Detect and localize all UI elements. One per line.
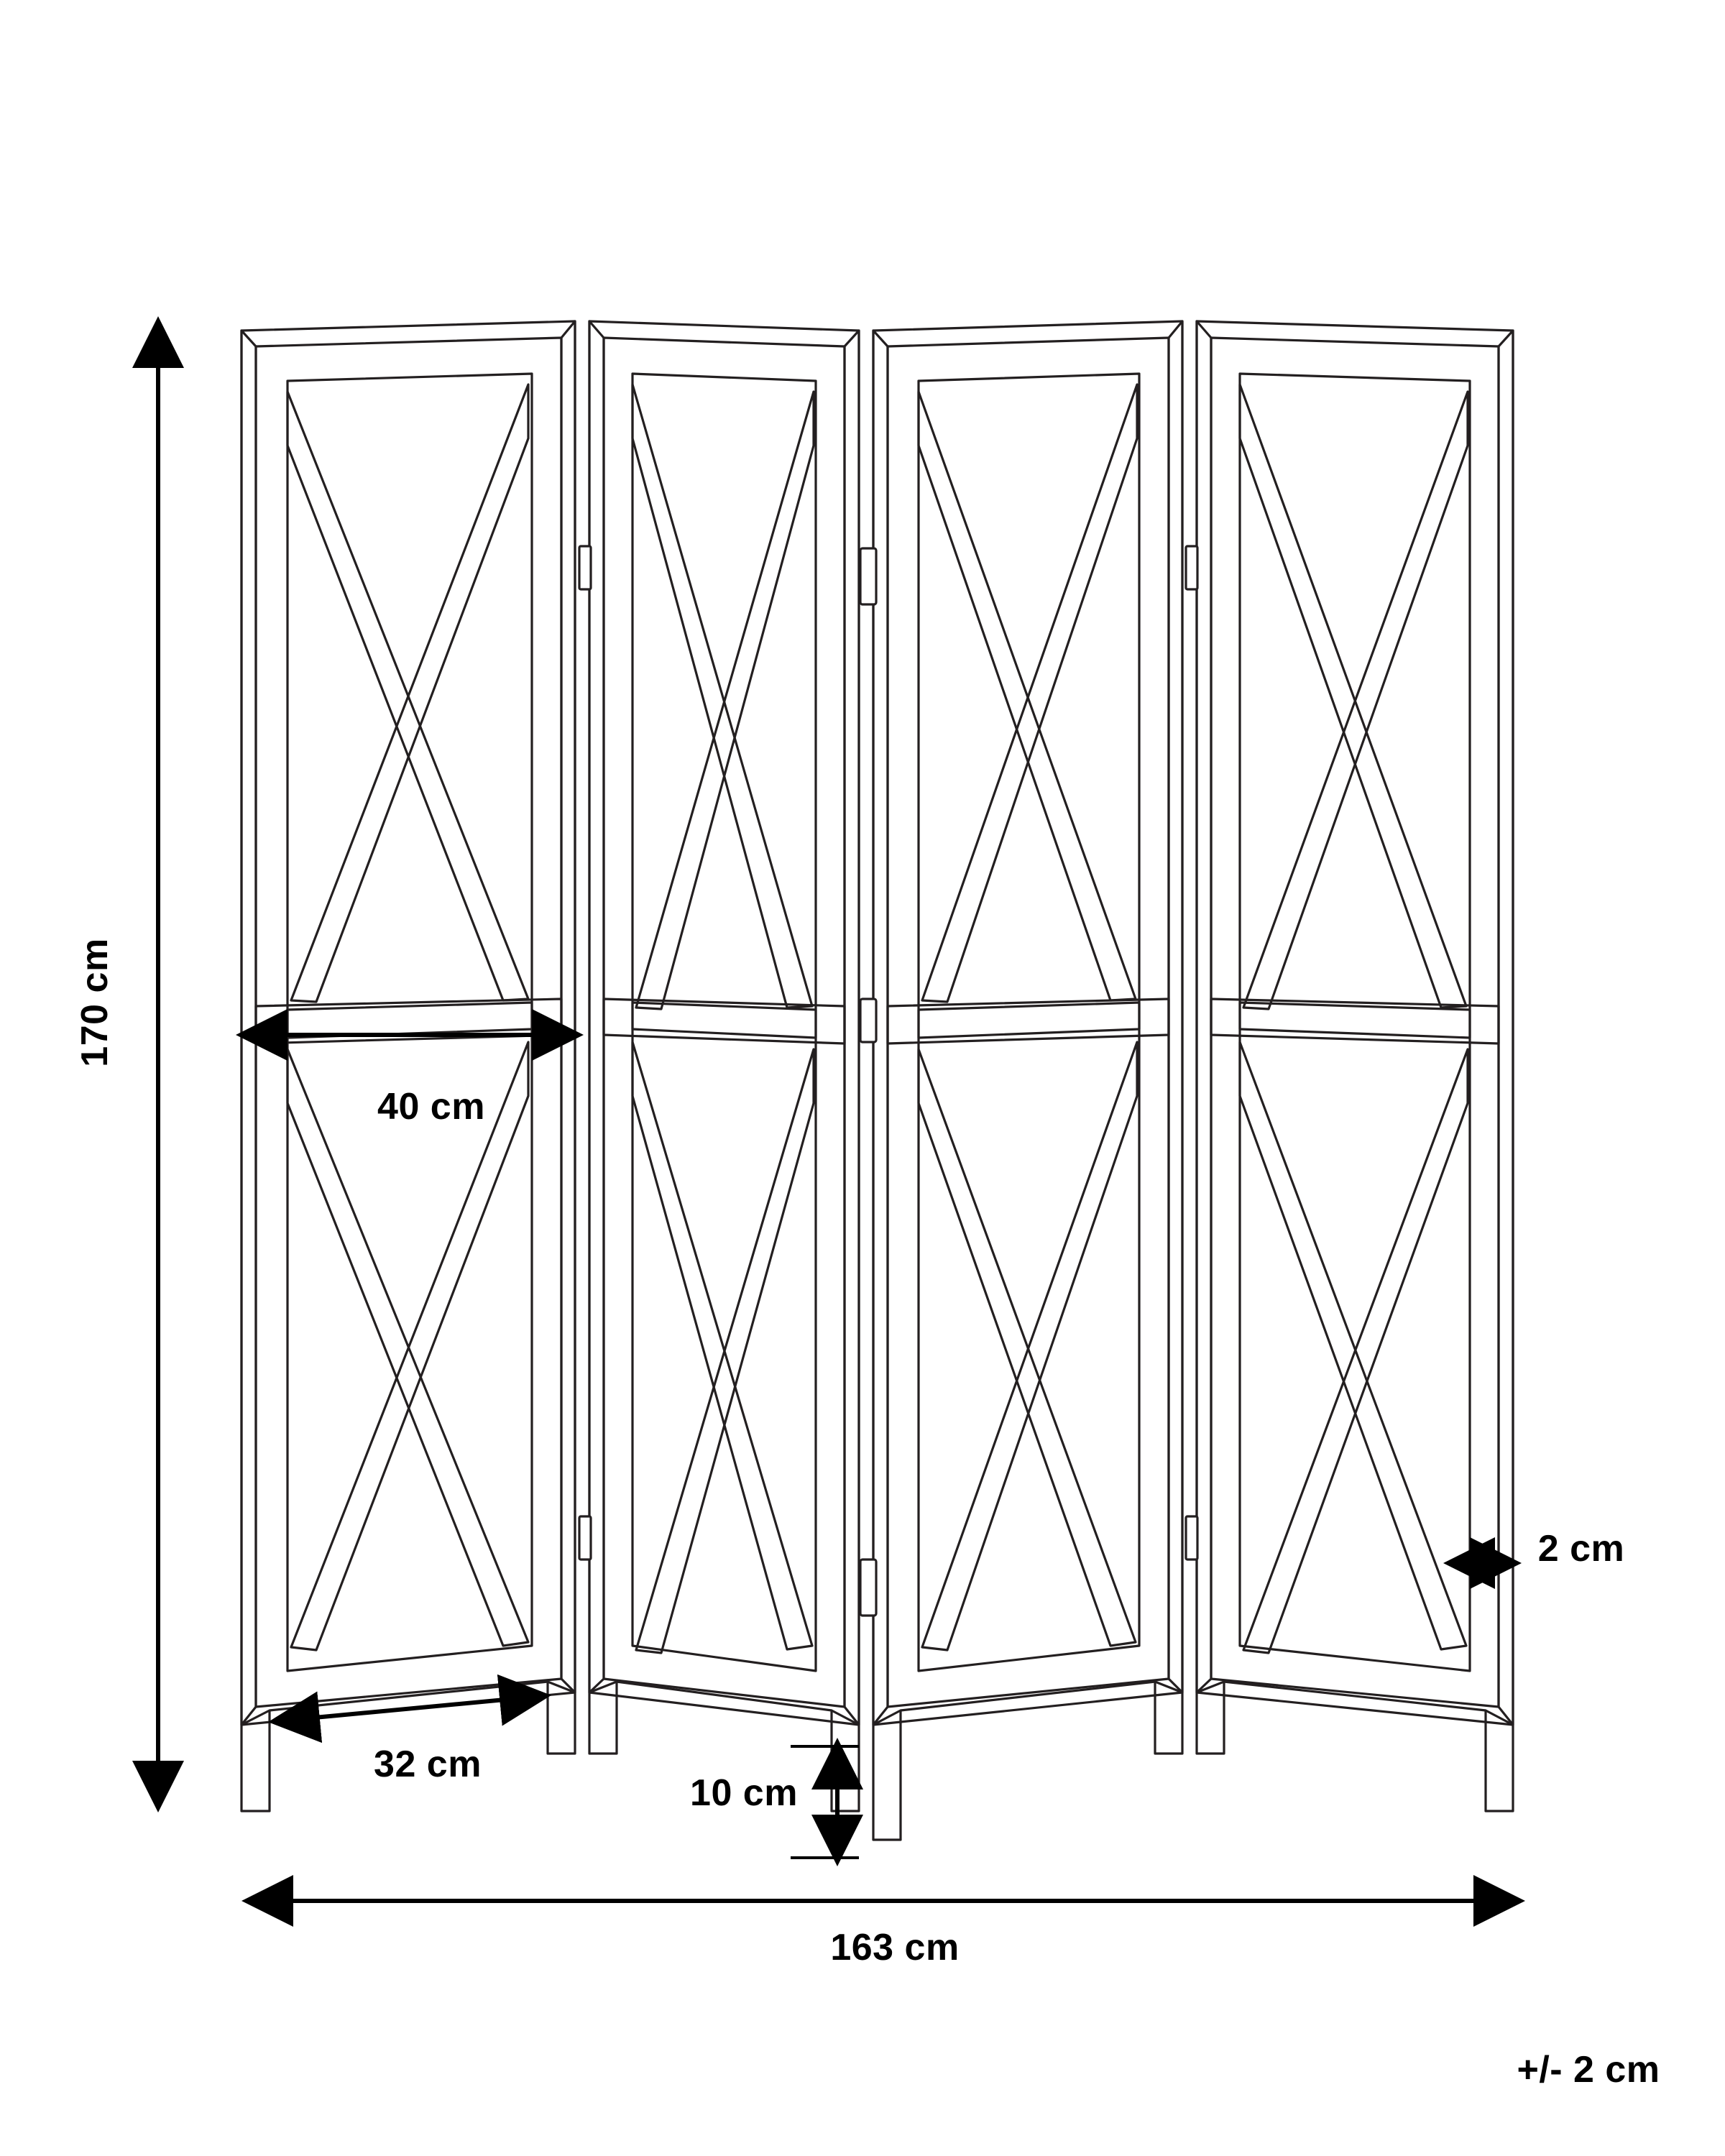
- hinge-2-mid: [860, 999, 876, 1042]
- dimension-label-foot-width: 32 cm: [374, 1743, 482, 1785]
- panel-3: [873, 321, 1182, 1840]
- tolerance-note: +/- 2 cm: [1517, 2049, 1660, 2091]
- dimension-line-foot-width: [277, 1696, 543, 1721]
- hinge-2-upper: [860, 548, 876, 604]
- dimension-label-height: 170 cm: [74, 938, 116, 1067]
- panel-1: [242, 321, 575, 1811]
- hinge-1-lower: [579, 1516, 591, 1560]
- hinge-2-lower: [860, 1560, 876, 1616]
- dimension-label-foot-height: 10 cm: [690, 1772, 798, 1814]
- hinge-3-upper: [1186, 546, 1197, 589]
- dimension-lines: [158, 325, 1517, 1901]
- dimension-label-panel-width: 40 cm: [377, 1086, 485, 1128]
- hinge-1-upper: [579, 546, 591, 589]
- dimension-label-thickness: 2 cm: [1537, 1528, 1625, 1570]
- panel-2: [589, 321, 859, 1811]
- panel-4: [1197, 321, 1513, 1811]
- hinge-3-lower: [1186, 1516, 1197, 1560]
- dimension-label-total-width: 163 cm: [830, 1927, 960, 1968]
